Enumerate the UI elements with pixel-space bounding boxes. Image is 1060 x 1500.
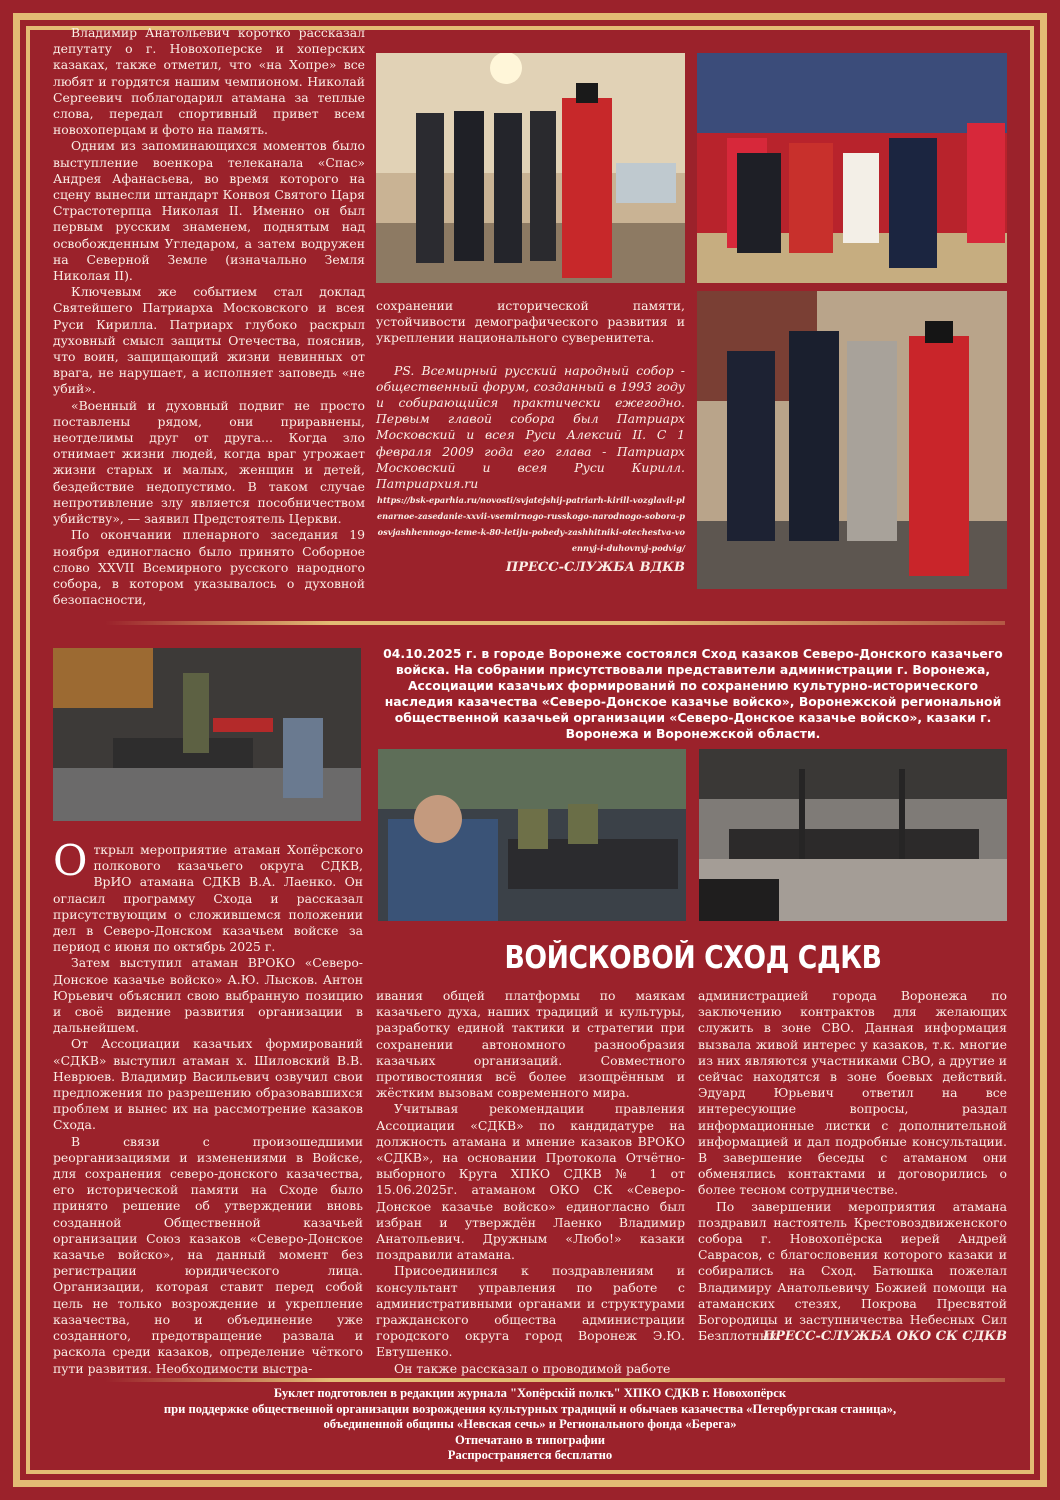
source-link[interactable]: https://bsk-eparhia.ru/novosti/svjatejshij-patriarh-kirill-vozglavil-plenarnoe-zasedanie-xxvii-vsemirnogo-russkogo-narodnogo-sobora-posvjashhennogo-teme-k-80-letiju-pobedy-zashhitniki-otechestva-voennyj-i-duhovnyj-podvig/	[376, 495, 685, 554]
top-column-1	[53, 25, 365, 608]
paragraph: Учитывая рекомендации правления Ассоциации «СДКВ» по кандидатуре на должность атамана и мнение казаков ВРОКО «СДКВ», на основании Протокола Отчётно-выборного Круга ХПКО СДКВ № 1 от 15.06.2025г. атаманом ОКО СК «Северо-Донское казачье войско» единогласно был избран и утверждён Лаенко Владимир Анатольевич. Дружным «Любо!» казаки поздравили атамана.	[376, 1101, 685, 1263]
paragraph: От Ассоциации казачьих формирований «СДКВ» выступил атаман х. Шиловский В.В. Неврюев. Владимир Васильевич озвучил свои предложения по разрешению образовавшихся проблем и вынес их на рассмотрение казаков Схода.	[53, 1036, 363, 1133]
bottom-column-1	[53, 836, 363, 1377]
footer-line: при поддержке общественной организации возрождения культурных традиций и обычаев казачества «Петербургская станица»,	[163, 1401, 897, 1416]
section-divider	[105, 621, 1005, 625]
lead-paragraph: 04.10.2025 г. в городе Воронеже состоялся Сход казаков Северо-Донского казачьего войска. На собрании присутствовали представители администрации г. Воронежа, Ассоциации казачьих формирований по сохранению культурно-исторического наследия казачества «Северо-Донское казачье войско», Воронежской региональной общественной казачьей организации «Северо-Донское казачье войско», казаки г. Воронежа и Воронежской области.	[383, 646, 1003, 741]
paragraph: Он также рассказал о проводимой работе	[394, 1360, 671, 1376]
paragraph: сохранении исторической памяти, устойчивости демографического развития и укреплении национального суверенитета.	[376, 298, 685, 346]
top-column-2	[376, 298, 685, 556]
footer-line: Распространяется бесплатно	[447, 1448, 613, 1462]
footer-line: Отпечатано в типографии	[454, 1432, 606, 1447]
footer-divider	[105, 1378, 1005, 1382]
paragraph: ивания общей платформы по маякам казачьего духа, наших традиций и культуры, разработку единой тактики и стратегии при сохранении автономного разнообразия казачьих организаций. Совместного противостояния всё более изощрённым и жёстким вызовам современного мира.	[376, 988, 685, 1101]
footer-imprint	[60, 1386, 1000, 1464]
paragraph: Владимир Анатольевич коротко рассказал депутату о г. Новохоперске и хоперских казаках, также отметил, что «на Хопре» все любят и гордятся нашим чемпионом. Николай Сергеевич поблагодарил атамана за теплые слова, передал спортивный привет всем новохоперцам и фото на память.	[53, 25, 365, 138]
paragraph: По завершении мероприятия атамана поздравил настоятель Крестовоздвиженского собора г. Новохопёрска иерей Андрей Саврасов, с благословения которого казаки и собирались на Сход. Батюшка пожелал Владимиру Анатольевичу Божией помощи на атаманских стезях, Покрова Пресвятой Богородицы и заступничества Небесных Сил Безплотных.	[698, 1198, 1007, 1344]
footer-line: Буклет подготовлен в редакции журнала "Хопёрскiй полкъ" ХПКО СДКВ г. Новохопёрск	[273, 1386, 787, 1400]
ps-note: PS. Всемирный русский народный собор - общественный форум, созданный в 1993 году и собирающийся практически ежегодно. Первым главой собора был Патриарх Московский и всея Руси Алексий II. С 1 февраля 2009 года его глава - Патриарх Московский и всея Руси Кирилл. Патриархия.ru	[376, 362, 685, 492]
signature-press-vdkv: ПРЕСС-СЛУЖБА ВДКВ	[505, 560, 685, 575]
paragraph-text: ткрыл мероприятие атаман Хопёрского полкового казачьего округа СДКВ, ВрИО атамана СДКВ В.А. Лаенко. Он огласил программу Схода и рассказал присутствующим о сложившемся положении дел в Северо-Донском казачьем войске за период с июня по октябрь 2025 г.	[53, 842, 363, 955]
paragraph: Ключевым же событием стал доклад Святейшего Патриарха Московского и всея Руси Кирилла. Патриарх глубоко раскрыл духовный смысл защиты Отечества, пояснив, что воин, защищающий жизни невинных от врага, не нарушает, а исполняет заповедь «не убий».	[53, 284, 365, 397]
footer-line: объединенной общины «Невская сечь» и Регионального фонда «Берега»	[323, 1417, 737, 1431]
bottom-column-3	[698, 988, 1007, 1344]
paragraph: Одним из запоминающихся моментов было выступление военкора телеканала «Спас» Андрея Афанасьева, во время которого на сцену вынесли штандарт Конвоя Святого Царя Страстотерпца Николая II. Именно он был первым русским знаменем, поднятым над освобожденным Угледаром, а затем водружен на Северной Земле (изначально Земля Николая II).	[53, 138, 365, 284]
photo-group-four	[697, 291, 1007, 589]
paragraph: администрацией города Воронежа по заключению контрактов для желающих служить в зоне СВО. Данная информация вызвала живой интерес у казаков, т.к. многие из них являются участниками СВО, а другие и сейчас находятся в зоне боевых действий. Эдуард Юрьевич ответил на все интересующие вопросы, раздал информационные листки с дополнительной информацией и дал подробные консультации. В завершение беседы с атаманом они обменялись контактами и договорились о более тесном сотрудничестве.	[698, 988, 1007, 1198]
photo-hall-audience	[699, 749, 1007, 921]
paragraph	[53, 836, 363, 955]
paragraph: В связи с произошедшими реорганизациями и изменениями в Войске, для сохранения северо-донского казачества, его исторической памяти на Сходе было принято решение об утверждении вновь созданной Общественной казачьей организации Союз казаков «Северо-Донское казачье войско», на данный момент без регистрации юридического лица. Организации, которая ставит перед собой цель не только возрождение и укрепление казачества, но и объединение уже созданного, предотвращение развала и раскола среди казаков, определение чёткого пути развития. Необходимости выстра-	[53, 1133, 363, 1376]
drop-cap: О	[53, 836, 88, 885]
paragraph: Затем выступил атаман ВРОКО «Северо-Донское казачье войско» А.Ю. Лысков. Антон Юрьевич объяснил свою выбранную позицию и своё видение развития организации в дальнейшем.	[53, 955, 363, 1036]
signature-press-oko-sk-sdkv: ПРЕСС-СЛУЖБА ОКО СК СДКВ	[762, 1329, 1007, 1344]
article-headline: ВОЙСКОВОЙ СХОД СДКВ	[504, 940, 882, 976]
photo-meeting-speaker	[53, 648, 361, 821]
photo-seated-cossacks	[378, 749, 686, 921]
bottom-column-2	[376, 988, 685, 1377]
photo-hall-seated	[697, 53, 1007, 283]
paragraph: Присоединился к поздравлениям и консультант управления по работе с административными органами и структурами гражданского общества администрации городского округа город Воронеж Э.Ю. Евтушенко.	[376, 1263, 685, 1360]
paragraph: По окончании пленарного заседания 19 ноября единогласно было принято Соборное слово XXVII Всемирного русского народного собора, в котором указывалось о духовной безопасности,	[53, 527, 365, 608]
paragraph: «Военный и духовный подвиг не просто поставлены рядом, они приравнены, неотделимы друг от друга... Когда зло отнимает жизни людей, когда враг угрожает жизни старых и малых, женщин и детей, бездействие недопустимо. В таком случае непротивление злу является пособничеством убийству», — заявил Предстоятель Церкви.	[53, 397, 365, 527]
photo-delegation-standing	[376, 53, 685, 283]
